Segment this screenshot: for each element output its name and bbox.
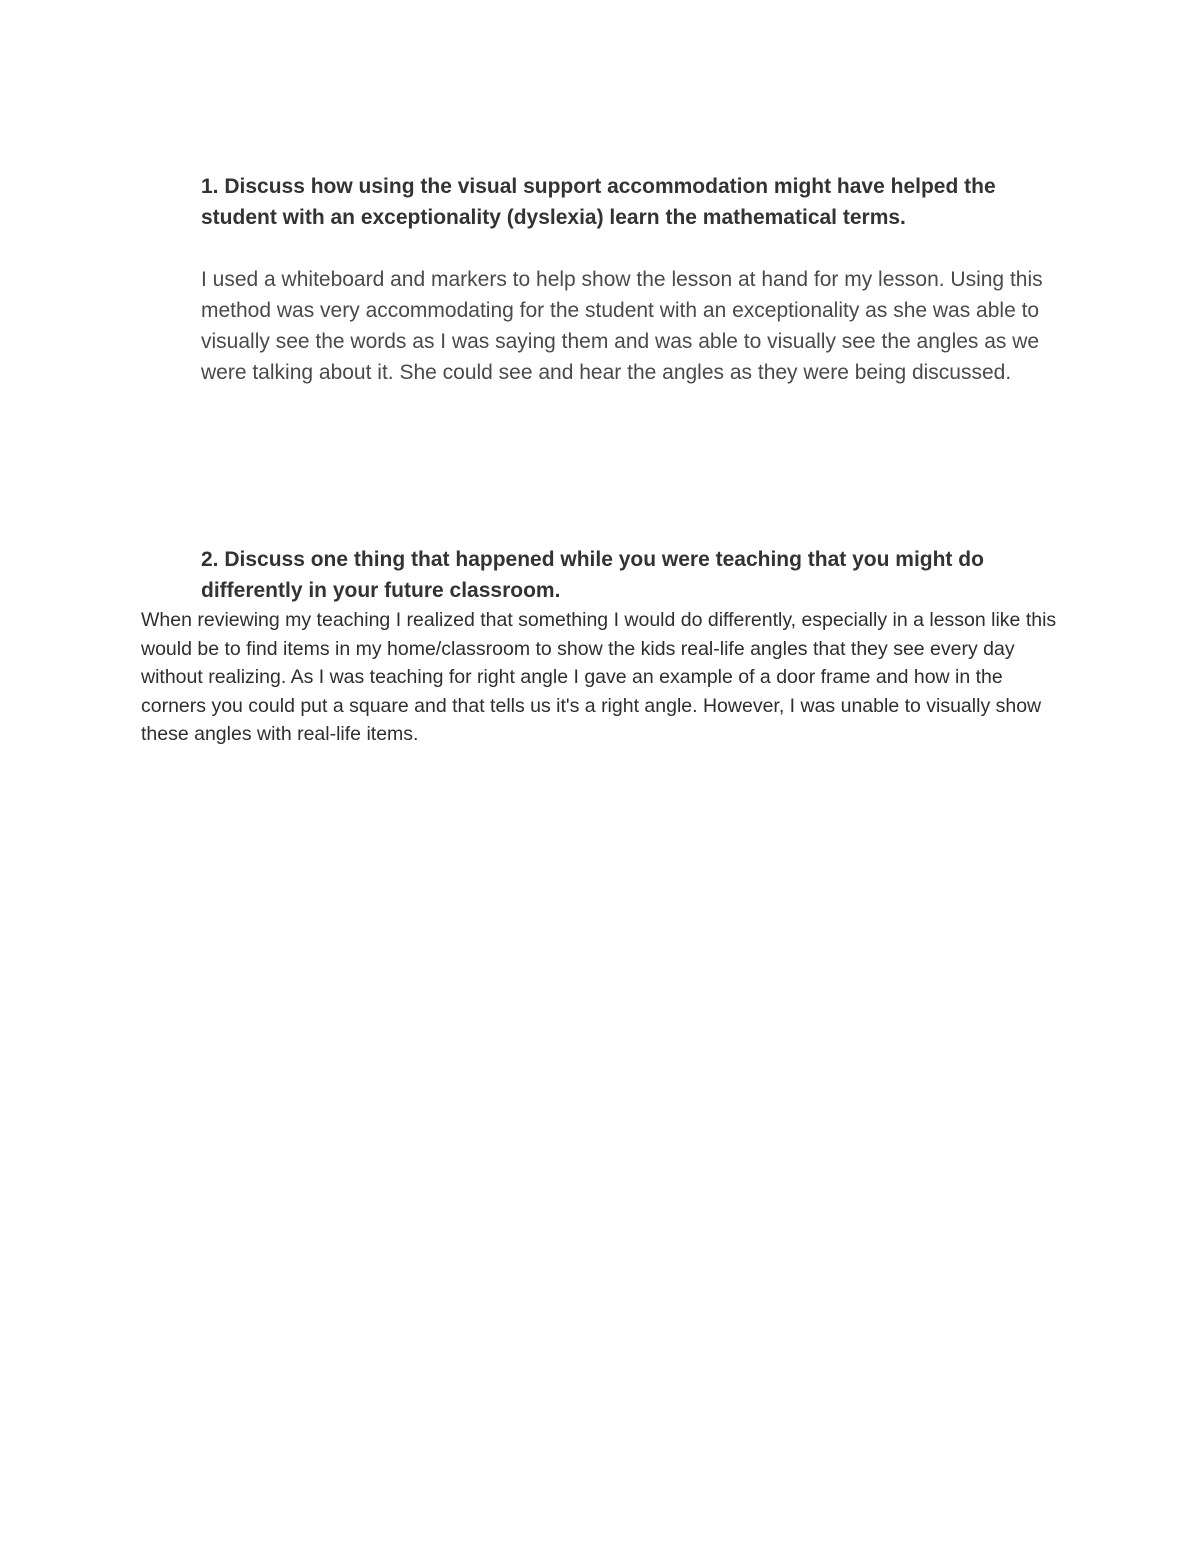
answer-1-paragraph: I used a whiteboard and markers to help show the lesson at hand for my lesson. Using this method was very accommodating for the student with an exceptionality as she was able to visually see the words as I was saying them and was able to visually see the angles as we were talking about it. She could see and hear the angles as they were being discussed.: [201, 268, 1043, 384]
question-2-heading: 2. Discuss one thing that happened while you were teaching that you might do differently in your future classroom.: [201, 548, 984, 602]
question-2-section: [201, 544, 1071, 606]
question-1-section: [201, 171, 1071, 388]
question-1-heading: 1. Discuss how using the visual support accommodation might have helped the student with an exceptionality (dyslexia) learn the mathematical terms.: [201, 175, 996, 229]
answer-2-paragraph: When reviewing my teaching I realized that something I would do differently, especially in a lesson like this would be to find items in my home/classroom to show the kids real-life angles that they see every day without realizing. As I was teaching for right angle I gave an example of a door frame and how in the corners you could put a square and that tells us it's a right angle. However, I was unable to visually show these angles with real-life items.: [141, 609, 1057, 745]
